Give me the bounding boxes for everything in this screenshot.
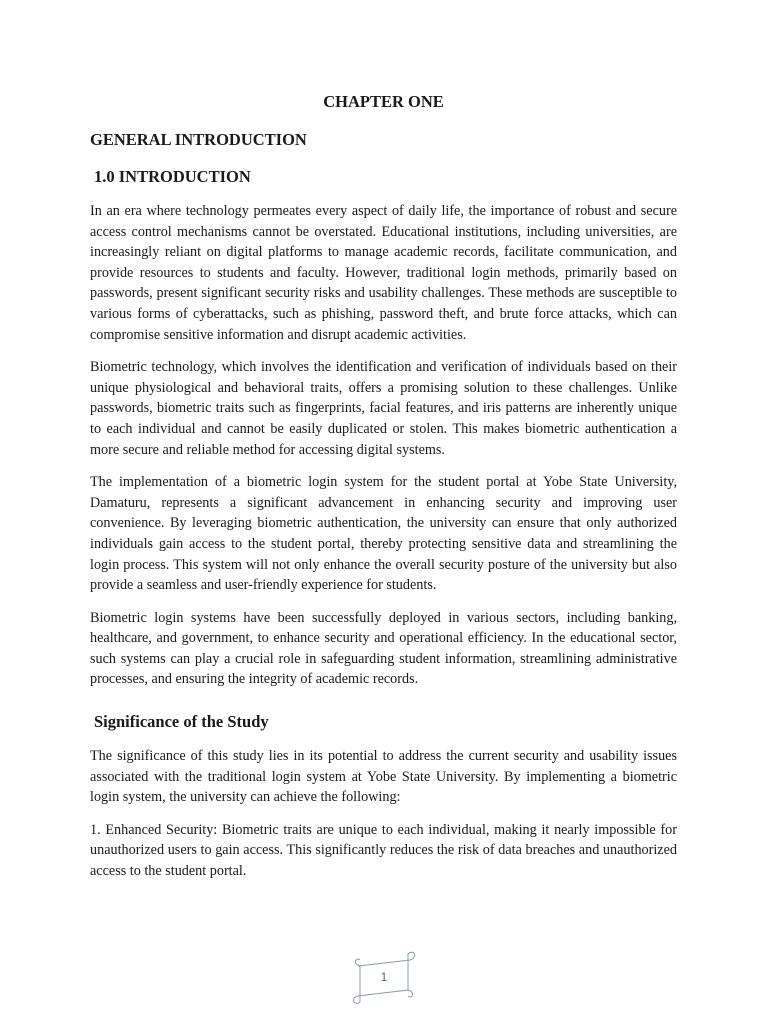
significance-heading: Significance of the Study: [94, 712, 269, 732]
significance-paragraph-1: The significance of this study lies in its potential to address the current security and usability issues associated with the traditional login system at Yobe State University. By implementing a biometric login system, the university can achieve the following:: [90, 748, 677, 806]
intro-paragraph-2: Biometric technology, which involves the identification and verification of individuals based on their unique physiological and behavioral traits, offers a promising solution to these challenges. Unlike passwords, biometric traits such as fingerprints, facial features, and iris patterns are inherently unique to each individual and cannot be easily duplicated or stolen. This makes biometric authentication a more secure and reliable method for accessing digital systems.: [90, 359, 677, 458]
page-number: 1: [380, 970, 388, 984]
intro-paragraph-4: Biometric login systems have been successfully deployed in various sectors, including banking, healthcare, and government, to enhance security and operational efficiency. In the educational sector, such systems can play a crucial role in safeguarding student information, streamlining administrative processes, and ensuring the integrity of academic records.: [90, 609, 677, 688]
introduction-heading: 1.0 INTRODUCTION: [94, 167, 251, 186]
general-introduction-heading: GENERAL INTRODUCTION: [90, 130, 307, 149]
intro-paragraph-1: In an era where technology permeates every aspect of daily life, the importance of robust and secure access control mechanisms cannot be overstated. Educational institutions, including universities, are increasingly reliant on digital platforms to manage academic records, facilitate communication, and provide resources to students and faculty. However, traditional login methods, primarily based on passwords, present significant security risks and usability challenges. These methods are susceptible to various forms of cyberattacks, such as phishing, password theft, and brute force attacks, which can compromise sensitive information and disrupt academic activities.: [90, 203, 677, 343]
document-page: [90, 92, 677, 894]
significance-paragraph-2: 1. Enhanced Security: Biometric traits are unique to each individual, making it nearly impossible for unauthorized users to gain access. This significantly reduces the risk of data breaches and unauthorized access to the student portal.: [90, 821, 677, 880]
chapter-title: CHAPTER ONE: [323, 92, 444, 111]
page-footer: [348, 950, 420, 1006]
intro-paragraph-3: The implementation of a biometric login system for the student portal at Yobe State University, Damaturu, represents a significant advancement in enhancing security and improving user convenience. By leveraging biometric authentication, the university can ensure that only authorized individuals gain access to the student portal, thereby protecting sensitive data and streamlining the login process. This system will not only enhance the overall security posture of the university but also provide a seamless and user-friendly experience for students.: [90, 474, 677, 594]
